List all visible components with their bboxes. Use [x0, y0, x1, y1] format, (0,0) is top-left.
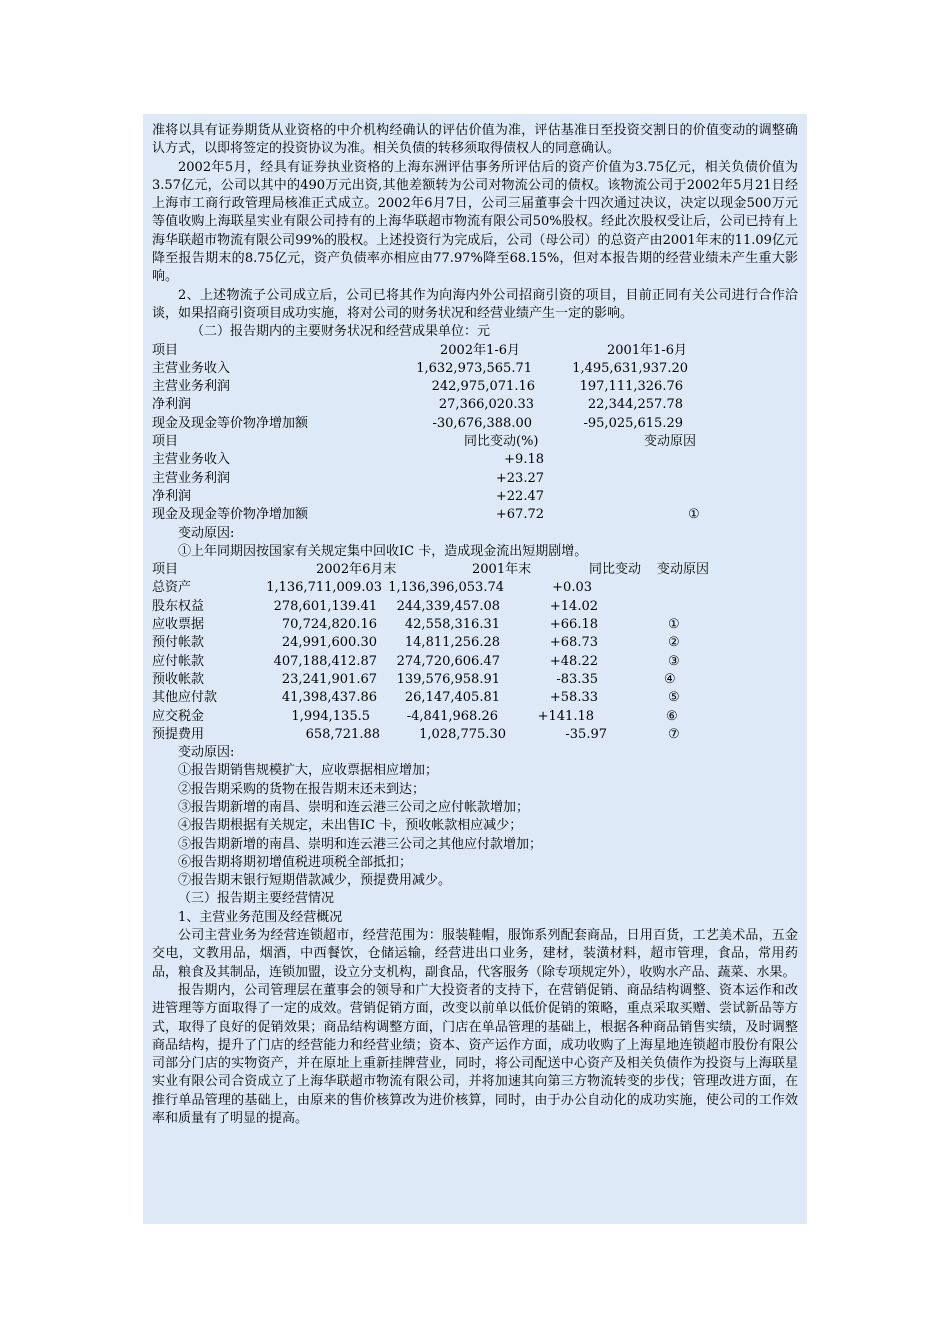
- row-label: 净利润: [152, 397, 192, 413]
- yoy-value: +14.02: [549, 598, 598, 614]
- table-row: [152, 470, 798, 488]
- header-2002-end: 2002年6月末: [316, 562, 397, 578]
- reason-item: ⑥报告期将期初增值税进项税全部抵扣；: [178, 854, 413, 870]
- value-2002: -30,676,388.00: [432, 415, 532, 431]
- section-title-financial-status: （二）报告期内的主要财务状况和经营成果单位：元: [191, 324, 491, 340]
- row-label: 应收票据: [152, 617, 205, 633]
- row-label: 主营业务收入: [152, 360, 231, 376]
- table-row: [152, 689, 798, 707]
- value-2002: 27,366,020.33: [438, 397, 534, 413]
- table-header: [152, 433, 798, 451]
- subsection-title-business-scope: 1、主营业务范围及经营概况: [178, 909, 343, 925]
- table-row: [152, 579, 798, 597]
- reason-marker: ②: [668, 635, 680, 651]
- value-2002-end: 41,398,437.86: [281, 690, 377, 706]
- row-label: 主营业务收入: [152, 452, 231, 468]
- header-item: 项目: [152, 342, 179, 358]
- section-title-operations: （三）报告期主要经营情况: [178, 891, 335, 907]
- paragraph-operations: 报告期内，公司管理层在董事会的领导和广大投资者的支持下，在营销促销、商品结构调整、资本运作和改进管理等方面取得了一定的成效。营销促销方面，改变以前单以低价促销的策略，重点采取买赠、尝试新品等方式，取得了良好的促销效果；商品结构调整方面，门店在单品管理的基础上，根据各种商品销售实绩，及时调整商品结构，提升了门店的经营能力和经营业绩；资本、资产运作方面，成功收购了上海星地连锁超市股份有限公司部分门店的实物资产，并在原址上重新挂牌营业，同时，将公司配送中心资产及相关负债作为投资与上海联星实业有限公司合资成立了上海华联超市物流有限公司，并将加速其向第三方物流转变的步伐；管理改进方面，在推行单品管理的基础上，由原来的售价核算改为进价核算，同时，由于办公自动化的成功实施，使公司的工作效率和质量有了明显的提高。: [152, 982, 798, 1127]
- yoy-value: +9.18: [504, 452, 544, 468]
- table-row: [152, 451, 798, 469]
- reason-item: ⑦报告期末银行短期借款减少，预提费用减少。: [178, 873, 452, 889]
- row-label: 预提费用: [152, 726, 205, 742]
- table-yoy-change: [152, 433, 798, 524]
- header-2002h1: 2002年1-6月: [440, 342, 521, 358]
- value-2001-end: 42,558,316.31: [404, 617, 500, 633]
- table-header: [152, 561, 798, 579]
- value-2002: 1,632,973,565.71: [416, 360, 532, 376]
- reason-label: 变动原因:: [178, 525, 235, 541]
- reason-item: ①上年同期因按国家有关规定集中回收IC 卡，造成现金流出短期剧增。: [178, 543, 588, 559]
- value-2001: -95,025,615.29: [583, 415, 683, 431]
- header-yoy: 同比变动(%): [464, 434, 539, 450]
- reason-marker: ⑥: [666, 708, 678, 724]
- reason-marker: ④: [664, 671, 676, 687]
- value-2002-end: 24,991,600.30: [281, 635, 377, 651]
- value-2002-end: 407,188,412.87: [273, 653, 377, 669]
- row-label: 净利润: [152, 488, 192, 504]
- yoy-value: -35.97: [565, 726, 607, 742]
- value-2002-end: 70,724,820.16: [281, 617, 377, 633]
- header-2001h1: 2001年1-6月: [607, 342, 688, 358]
- value-2001-end: -4,841,968.26: [406, 708, 498, 724]
- table-balance-sheet: [152, 561, 798, 744]
- document-page: [143, 114, 807, 1224]
- value-2001-end: 14,811,256.28: [404, 635, 500, 651]
- yoy-value: +141.18: [537, 708, 594, 724]
- table-row: [152, 634, 798, 652]
- reason-marker: ①: [688, 507, 700, 523]
- row-label: 其他应付款: [152, 690, 218, 706]
- paragraph-2002-valuation: 2002年5月，经具有证券执业资格的上海东洲评估事务所评估后的资产价值为3.75亿元，相关负债价值为3.57亿元，公司以其中的490万元出资,其他差额转为公司对物流公司的债权。该物流公司于2002年5月21日经上海市工商行政管理局核准正式成立。2002年6月7日，公司三届董事会十四次通过决议，决定以现金500万元等值收购上海联星实业有限公司持有的上海华联超市物流有限公司50%股权。经此次股权受让后，公司已持有上海华联超市物流有限公司99%的股权。上述投资行为完成后，公司（母公司）的总资产由2001年末的11.09亿元降至报告期末的8.75亿元，资产负债率亦相应由77.97%降至68.15%，但对本报告期的经营业绩未产生重大影响。: [152, 159, 798, 285]
- yoy-value: +58.33: [549, 690, 598, 706]
- yoy-value: +66.18: [549, 617, 598, 633]
- table-row: [152, 360, 798, 378]
- table-row: [152, 506, 798, 524]
- value-2002-end: 278,601,139.41: [273, 598, 377, 614]
- value-2002: 242,975,071.16: [431, 379, 535, 395]
- row-label: 应交税金: [152, 708, 205, 724]
- value-2001-end: 244,339,457.08: [396, 598, 500, 614]
- row-label: 现金及现金等价物净增加额: [152, 415, 309, 431]
- table-header: [152, 342, 798, 360]
- header-reason: 变动原因: [657, 562, 710, 578]
- table-row: [152, 616, 798, 634]
- row-label: 预付帐款: [152, 635, 205, 651]
- value-2001-end: 1,028,775.30: [419, 726, 506, 742]
- table-row: [152, 708, 798, 726]
- reason-marker: ⑦: [668, 726, 680, 742]
- yoy-value: +23.27: [495, 470, 544, 486]
- value-2002-end: 23,241,901.67: [281, 671, 377, 687]
- yoy-value: -83.35: [556, 671, 598, 687]
- reason-label: 变动原因:: [178, 745, 235, 761]
- row-label: 总资产: [152, 580, 192, 596]
- yoy-value: +0.03: [552, 580, 592, 596]
- value-2001-end: 26,147,405.81: [404, 690, 500, 706]
- row-label: 预收帐款: [152, 671, 205, 687]
- reason-marker: ③: [668, 653, 680, 669]
- reason-marker: ⑤: [668, 690, 680, 706]
- yoy-value: +48.22: [549, 653, 598, 669]
- row-label: 主营业务利润: [152, 470, 231, 486]
- reason-item: ④报告期根据有关规定，未出售IC 卡，预收帐款相应减少；: [178, 818, 523, 834]
- table-row: [152, 378, 798, 396]
- value-2001-end: 1,136,396,053.74: [388, 580, 504, 596]
- yoy-value: +67.72: [495, 507, 544, 523]
- value-2001: 197,111,326.76: [579, 379, 683, 395]
- value-2001: 22,344,257.78: [587, 397, 683, 413]
- reason-item: ②报告期采购的货物在报告期末还未到达；: [178, 781, 426, 797]
- reason-item: ③报告期新增的南昌、崇明和连云港三公司之应付帐款增加；: [178, 799, 530, 815]
- reason-marker: ①: [668, 617, 680, 633]
- table-row: [152, 598, 798, 616]
- paragraph-intro: 准将以具有证券期货从业资格的中介机构经确认的评估价值为准，评估基准日至投资交割日的价值变动的调整确认方式，以即将签定的投资协议为准。相关负债的转移须取得债权人的同意确认。: [152, 123, 798, 157]
- paragraph-logistics-subsidiary: 2、上述物流子公司成立后，公司已将其作为向海内外公司招商引资的项目，目前正同有关公司进行合作洽谈，如果招商引资项目成功实施，将对公司的财务状况和经营业绩产生一定的影响。: [152, 287, 798, 321]
- yoy-value: +22.47: [495, 488, 544, 504]
- reason-item: ①报告期销售规模扩大，应收票据相应增加；: [178, 763, 439, 779]
- table-income: [152, 342, 798, 433]
- header-reason: 变动原因: [644, 434, 697, 450]
- header-2001-end: 2001年末: [472, 562, 532, 578]
- header-item: 项目: [152, 434, 179, 450]
- table-row: [152, 415, 798, 433]
- table-row: [152, 396, 798, 414]
- paragraph-business-scope: 公司主营业务为经营连锁超市，经营范围为：服装鞋帽，服饰系列配套商品，日用百货，工艺美术品，五金交电，文教用品，烟酒，中西餐饮，仓储运输，经营进出口业务，建材，装潢材料，超市管理，食品，常用药品，粮食及其制品，连锁加盟，设立分支机构，副食品，代客服务（除专项规定外），收购水产品、蔬菜、水果。: [152, 928, 798, 980]
- table-row: [152, 653, 798, 671]
- table-row: [152, 488, 798, 506]
- row-label: 现金及现金等价物净增加额: [152, 507, 309, 523]
- row-label: 主营业务利润: [152, 379, 231, 395]
- value-2001-end: 274,720,606.47: [396, 653, 500, 669]
- table-row: [152, 726, 798, 744]
- row-label: 股东权益: [152, 598, 205, 614]
- header-yoy: 同比变动: [589, 562, 642, 578]
- table-row: [152, 671, 798, 689]
- value-2001: 1,495,631,937.20: [572, 360, 688, 376]
- yoy-value: +68.73: [549, 635, 598, 651]
- header-item: 项目: [152, 562, 179, 578]
- reason-item: ⑤报告期新增的南昌、崇明和连云港三公司之其他应付款增加；: [178, 836, 543, 852]
- value-2002-end: 658,721.88: [305, 726, 380, 742]
- row-label: 应付帐款: [152, 653, 205, 669]
- value-2001-end: 139,576,958.91: [396, 671, 500, 687]
- value-2002-end: 1,994,135.5: [291, 708, 370, 724]
- value-2002-end: 1,136,711,009.03: [266, 580, 382, 596]
